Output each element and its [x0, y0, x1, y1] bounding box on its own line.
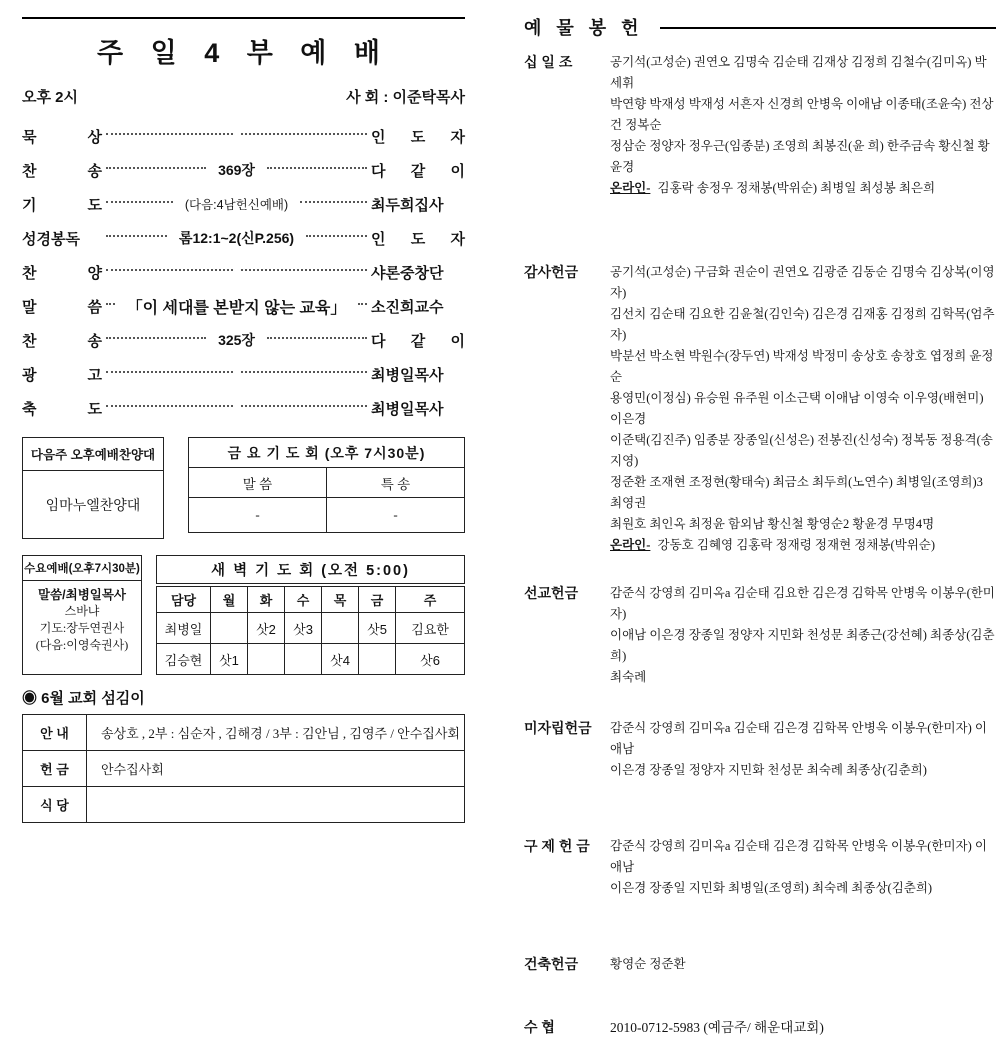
- june-row-value: 안수집사회: [87, 751, 465, 787]
- friday-prayer-box: [188, 437, 465, 539]
- offering-title-rule: [660, 27, 996, 29]
- dotted-leader: [358, 303, 367, 305]
- dawn-cell: 삿1: [211, 644, 248, 675]
- order-person: 최병일목사: [371, 366, 444, 384]
- order-row-benediction: [22, 391, 465, 425]
- dawn-cell: [248, 644, 285, 675]
- bank-label: 수 협: [524, 1019, 555, 1035]
- wednesday-sermon-line: 말씀/최병일목사: [38, 588, 126, 602]
- june-row-value: [87, 787, 465, 823]
- order-person: 인 도 자: [371, 230, 466, 248]
- name-line: 최원호 최인옥 최정윤 함외남 황신철 황영순2 황윤경 무명4명: [610, 517, 935, 531]
- order-row-hymn2: [22, 323, 465, 357]
- dawn-col-duty: 담당: [157, 587, 211, 613]
- name-line: 이준택(김진주) 임종분 장종일(신성은) 전봉진(신성숙) 정복동 정용격(송지영): [610, 433, 993, 468]
- june-row-value: 송상호 , 2부 : 심순자 , 김해경 / 3부 : 김안님 , 김영주 / 안수집사회: [87, 715, 465, 751]
- friday-song-value: -: [327, 498, 465, 533]
- dawn-row-1: [157, 613, 465, 644]
- section-building: [524, 954, 996, 975]
- order-person: 소진희교수: [371, 298, 444, 316]
- service-subheader: [22, 86, 465, 107]
- name-line: 공기석(고성순) 권연오 김명숙 김순태 김재상 김정희 김철수(김미옥) 박세휘: [610, 55, 987, 90]
- dawn-cell: 삿5: [359, 613, 396, 644]
- wednesday-book-line: 스바냐: [64, 604, 100, 618]
- section-mission: [524, 583, 996, 688]
- dawn-prayer-title: 새 벽 기 도 회 (오전 5:00): [156, 555, 465, 584]
- order-person: 샤론중창단: [371, 264, 444, 282]
- wednesday-prayer-line: 기도:장두연권사: [39, 621, 125, 635]
- choir-and-friday-row: [22, 437, 465, 539]
- relief-label: 구 제 헌 금: [524, 838, 590, 854]
- building-label: 건축헌금: [524, 956, 579, 972]
- building-names: [610, 954, 996, 975]
- dawn-header-row: [157, 587, 465, 613]
- dotted-leader: [106, 133, 233, 135]
- order-label: 묵 상: [22, 128, 102, 146]
- name-line: 감준식 강영희 김미옥a 김순태 김은경 김학목 안병욱 이봉우(한미자) 이애남: [610, 721, 987, 756]
- dotted-leader: [300, 201, 367, 203]
- section-self-support: [524, 718, 996, 781]
- name-line: 용영민(이정심) 유승원 유주원 이소근택 이애남 이영숙 이우영(배현미) 이은경: [610, 391, 984, 426]
- mission-label: 선교헌금: [524, 585, 579, 601]
- section-tithe: [524, 52, 996, 199]
- tithe-names: [610, 52, 996, 199]
- june-row-label: 식 당: [23, 787, 87, 823]
- june-row-cafeteria: [23, 787, 465, 823]
- dawn-cell: 삿3: [285, 613, 322, 644]
- dawn-cell: 삿6: [396, 644, 465, 675]
- order-detail: 325장: [218, 332, 255, 348]
- offering-title: 예 물 봉 헌: [524, 18, 644, 38]
- june-servants-title: ◉ 6월 교회 섬김이: [22, 690, 145, 707]
- dawn-cell: [322, 613, 359, 644]
- order-person: 최두희집사: [371, 196, 444, 214]
- friday-value-row: [189, 498, 465, 533]
- order-detail: (다음:4남헌신예배): [184, 198, 289, 212]
- tithe-label: 십 일 조: [524, 54, 573, 70]
- dawn-col-thu: 목: [322, 587, 359, 613]
- friday-word-value: -: [189, 498, 327, 533]
- dotted-leader: [106, 337, 206, 339]
- name-line: 감준식 강영희 김미옥a 김순태 김요한 김은경 김학목 안병욱 이봉우(한미자): [610, 586, 995, 621]
- order-row-hymn1: [22, 153, 465, 187]
- order-label: 축 도: [22, 400, 102, 418]
- wednesday-next-line: (다음:이영숙권사): [35, 638, 129, 652]
- friday-prayer-title: 금 요 기 도 회 (오후 7시30분): [189, 438, 465, 468]
- order-label: 찬 양: [22, 264, 102, 282]
- june-row-label: 헌 금: [23, 751, 87, 787]
- order-label: 기 도: [22, 196, 102, 214]
- order-detail: 롬12:1~2(신P.256): [178, 230, 295, 246]
- dawn-cell: [285, 644, 322, 675]
- dawn-row-2: [157, 644, 465, 675]
- dawn-col-week: 주: [396, 587, 465, 613]
- order-person: 최병일목사: [371, 400, 444, 418]
- dotted-leader: [267, 337, 367, 339]
- sermon-title: 「이 세대를 본받지 않는 교육」: [126, 299, 347, 317]
- thanksgiving-label: 감사헌금: [524, 264, 579, 280]
- june-row-offering: [23, 751, 465, 787]
- dotted-leader: [306, 235, 367, 237]
- name-line: 이은경 장종일 지민화 최병일(조영희) 최숙례 최종상(김춘희): [610, 881, 933, 895]
- top-divider: [22, 17, 465, 19]
- order-person: 다 같 이: [371, 162, 466, 180]
- section-relief: [524, 836, 996, 899]
- order-label: 찬 송: [22, 332, 102, 350]
- bank-account-number: [610, 1017, 996, 1038]
- name-line: 김선치 김순태 김요한 김윤철(김인숙) 김은경 김재홍 김정희 김학목(엄추자): [610, 307, 995, 342]
- name-line: 황영순 정준환: [610, 957, 686, 971]
- online-line: [610, 178, 996, 199]
- name-line: 박연향 박재성 박재성 서흔자 신경희 안병욱 이애남 이종태(조윤숙) 전상건 정복순: [610, 97, 994, 132]
- dotted-leader: [106, 303, 115, 305]
- account-line: 2010-0712-5983 (예금주/ 해운대교회): [610, 1020, 824, 1035]
- self-support-names: [610, 718, 996, 781]
- order-label: 광 고: [22, 366, 102, 384]
- mission-names: [610, 583, 996, 688]
- service-time: 오후 2시: [22, 89, 78, 106]
- order-row-prayer: [22, 187, 465, 221]
- order-row-sermon: [22, 289, 465, 323]
- dotted-leader: [106, 235, 167, 237]
- wednesday-and-dawn-row: [22, 555, 465, 675]
- dotted-leader: [241, 133, 368, 135]
- dawn-col-wed: 수: [285, 587, 322, 613]
- name-line: 공기석(고성순) 구금화 권순이 권연오 김광준 김동순 김명숙 김상복(이영자): [610, 265, 995, 300]
- dotted-leader: [106, 405, 233, 407]
- order-label: 성경봉독: [22, 230, 80, 248]
- dotted-leader: [267, 167, 367, 169]
- name-line: 최숙례: [610, 670, 647, 684]
- friday-col-word: 말 씀: [189, 468, 327, 498]
- name-line: 정삼순 정양자 정우근(임종분) 조영희 최봉진(윤 희) 한주금속 황신철 황윤경: [610, 139, 990, 174]
- next-week-choir-header: 다음주 오후예배찬양대: [23, 438, 163, 471]
- june-row-guide: [23, 715, 465, 751]
- section-bank-account: [524, 1017, 996, 1038]
- section-thanksgiving: [524, 262, 996, 556]
- dotted-leader: [106, 201, 173, 203]
- dotted-leader: [241, 269, 368, 271]
- name-line: 박분선 박소현 박원수(장두연) 박재성 박정미 송상호 송창호 엽정희 윤정순: [610, 349, 994, 384]
- next-week-choir-box: [22, 437, 164, 539]
- dawn-cell: 삿2: [248, 613, 285, 644]
- order-row-scripture: [22, 221, 465, 255]
- service-title: 주 일 4 부 예 배: [97, 38, 390, 68]
- thanksgiving-names: [610, 262, 996, 556]
- order-label: 찬 송: [22, 162, 102, 180]
- friday-title-row: [189, 438, 465, 468]
- dawn-cell: [211, 613, 248, 644]
- dawn-leader-name: 최병일: [157, 613, 211, 644]
- name-line: 이은경 장종일 정양자 지민화 천성문 최숙례 최종상(김춘희): [610, 763, 927, 777]
- order-row-praise: [22, 255, 465, 289]
- dawn-prayer-table: [156, 586, 465, 675]
- order-person: 인 도 자: [371, 128, 465, 146]
- online-line: [610, 535, 996, 556]
- order-row-meditation: [22, 119, 465, 153]
- dotted-leader: [106, 269, 233, 271]
- dawn-prayer-box: [156, 555, 465, 675]
- self-support-label: 미자립헌금: [524, 720, 592, 736]
- order-of-worship: [22, 119, 465, 425]
- order-row-announcements: [22, 357, 465, 391]
- name-line: 이애남 이은경 장종일 정양자 지민화 천성문 최종근(강선혜) 최종상(김춘희): [610, 628, 995, 663]
- dotted-leader: [106, 371, 233, 373]
- wednesday-service-box: [22, 555, 142, 675]
- offering-title-row: [524, 14, 996, 40]
- dawn-cell: 김요한: [396, 613, 465, 644]
- service-mc: 사 회 : 이준탁목사: [346, 89, 465, 106]
- order-person: 다 같 이: [371, 332, 466, 350]
- friday-col-special-song: 특 송: [327, 468, 465, 498]
- next-week-choir-name: 임마누엘찬양대: [45, 498, 141, 514]
- dawn-leader-name: 김승현: [157, 644, 211, 675]
- friday-prayer-table: [188, 437, 465, 533]
- offering-column: [524, 0, 996, 1038]
- online-names: 김홍락 송정우 정채봉(박위순) 최병일 최성봉 최은희: [657, 181, 936, 195]
- relief-names: [610, 836, 996, 899]
- friday-header-row: [189, 468, 465, 498]
- june-servants-table: [22, 714, 465, 823]
- worship-order-column: [22, 0, 465, 823]
- online-label: 온라인-: [610, 181, 651, 195]
- name-line: 감준식 강영희 김미옥a 김순태 김은경 김학목 안병욱 이봉우(한미자) 이애남: [610, 839, 987, 874]
- dotted-leader: [241, 405, 368, 407]
- online-names: 강동호 김혜영 김홍락 정재령 정재현 정채봉(박위순): [657, 538, 936, 552]
- order-detail: 369장: [218, 162, 255, 178]
- dawn-col-fri: 금: [359, 587, 396, 613]
- dawn-col-tue: 화: [248, 587, 285, 613]
- online-label: 온라인-: [610, 538, 651, 552]
- dawn-cell: [359, 644, 396, 675]
- dawn-col-mon: 월: [211, 587, 248, 613]
- name-line: 정준환 조재현 조정현(황태숙) 최금소 최두희(노연수) 최병일(조영희)3 최영권: [610, 475, 983, 510]
- order-label: 말 씀: [22, 298, 102, 316]
- wednesday-service-title: 수요예배(오후7시30분): [23, 556, 141, 581]
- june-row-label: 안 내: [23, 715, 87, 751]
- dawn-cell: 삿4: [322, 644, 359, 675]
- dotted-leader: [106, 167, 206, 169]
- dotted-leader: [241, 371, 368, 373]
